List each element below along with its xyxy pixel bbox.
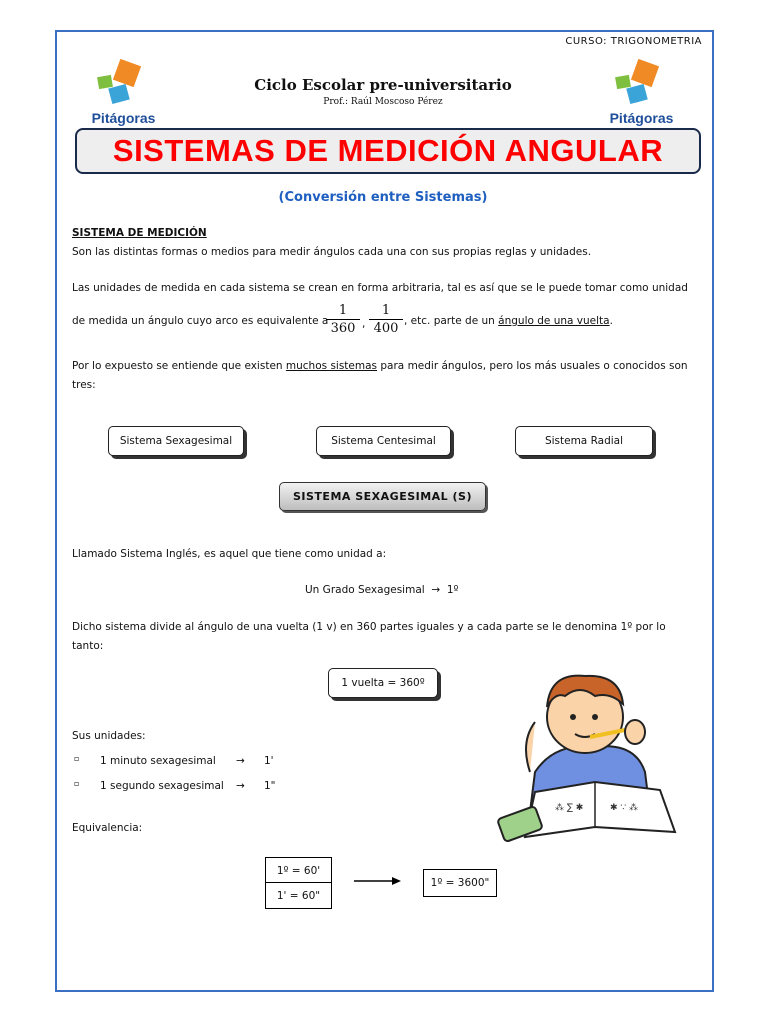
subtitle: (Conversión entre Sistemas) [278, 190, 488, 205]
paragraph: de medida un ángulo cuyo arco es equivalente a [72, 315, 329, 327]
arrow-icon: → [236, 755, 245, 767]
section-heading-sexagesimal: SISTEMA SEXAGESIMAL (S) [279, 482, 486, 511]
underlined-text: ángulo de una vuelta [498, 315, 610, 327]
student-reading-illustration [495, 662, 695, 848]
text: para medir ángulos, pero los más usuales o conocidos son [380, 360, 688, 372]
units-label: Sus unidades: [72, 730, 146, 742]
denominator: 400 [373, 321, 399, 336]
text: Por lo expuesto se entiende que existen [72, 360, 283, 372]
right-arrow-icon [354, 876, 402, 886]
arrow-icon: → [431, 584, 441, 596]
denominator: 360 [330, 321, 356, 336]
arrow-icon: → [236, 780, 245, 792]
numerator: 1 [326, 303, 360, 320]
paragraph-line [72, 360, 688, 372]
paragraph: Las unidades de medida en cada sistema se crean en forma arbitraria, tal es así que se le puede tomar como unidad [72, 282, 688, 294]
logo-text: Pitágoras [609, 110, 674, 126]
equivalence-label: Equivalencia: [72, 822, 143, 834]
vuelta-box: 1 vuelta = 360º [328, 668, 438, 698]
equivalence-result: 1º = 3600" [423, 869, 497, 897]
title-box [75, 128, 701, 174]
professor-name: Prof.: Raúl Moscoso Pérez [323, 97, 443, 107]
logo-text: Pitágoras [91, 110, 156, 126]
svg-text:✱ ∵ ⁂: ✱ ∵ ⁂ [610, 803, 638, 813]
unit-definition [305, 584, 459, 596]
underlined-text: muchos sistemas [285, 360, 378, 372]
text: . [609, 315, 613, 327]
unit-symbol: 1' [264, 755, 274, 767]
system-box-sexagesimal: Sistema Sexagesimal [108, 426, 244, 456]
paragraph-line [404, 315, 613, 327]
paragraph: Dicho sistema divide al ángulo de una vuelta (1 v) en 360 partes iguales y a cada parte se le denomina 1º por lo [72, 621, 666, 633]
school-name: Ciclo Escolar pre-universitario [254, 76, 512, 94]
section-heading: SISTEMA DE MEDICIÓN [72, 227, 207, 239]
unit-symbol: 1" [264, 780, 276, 792]
fraction-1-360 [326, 303, 360, 337]
paragraph: Llamado Sistema Inglés, es aquel que tiene como unidad a: [72, 548, 387, 560]
bullet-icon: ▫ [74, 779, 80, 788]
paragraph: tres: [72, 379, 96, 391]
text: 1º [446, 584, 459, 596]
text: Un Grado Sexagesimal [305, 584, 425, 596]
course-label: CURSO: TRIGONOMETRIA [565, 36, 702, 47]
svg-text:⁂ ∑ ✱: ⁂ ∑ ✱ [555, 803, 584, 813]
equivalence-cell: 1º = 60' [265, 857, 332, 884]
unit-name: 1 segundo sexagesimal [100, 780, 224, 792]
bullet-icon: ▫ [74, 754, 80, 763]
fraction-1-400 [369, 303, 403, 337]
system-box-radial: Sistema Radial [515, 426, 653, 456]
paragraph: tanto: [72, 640, 104, 652]
page-title: SISTEMAS DE MEDICIÓN ANGULAR [112, 133, 664, 168]
unit-name: 1 minuto sexagesimal [100, 755, 216, 767]
equivalence-cell: 1' = 60" [265, 882, 332, 909]
numerator: 1 [369, 303, 403, 320]
text: , etc. parte de un [404, 315, 495, 327]
system-box-centesimal: Sistema Centesimal [316, 426, 451, 456]
comma: , [362, 318, 366, 330]
paragraph: Son las distintas formas o medios para medir ángulos cada una con sus propias reglas y unidades. [72, 246, 592, 258]
